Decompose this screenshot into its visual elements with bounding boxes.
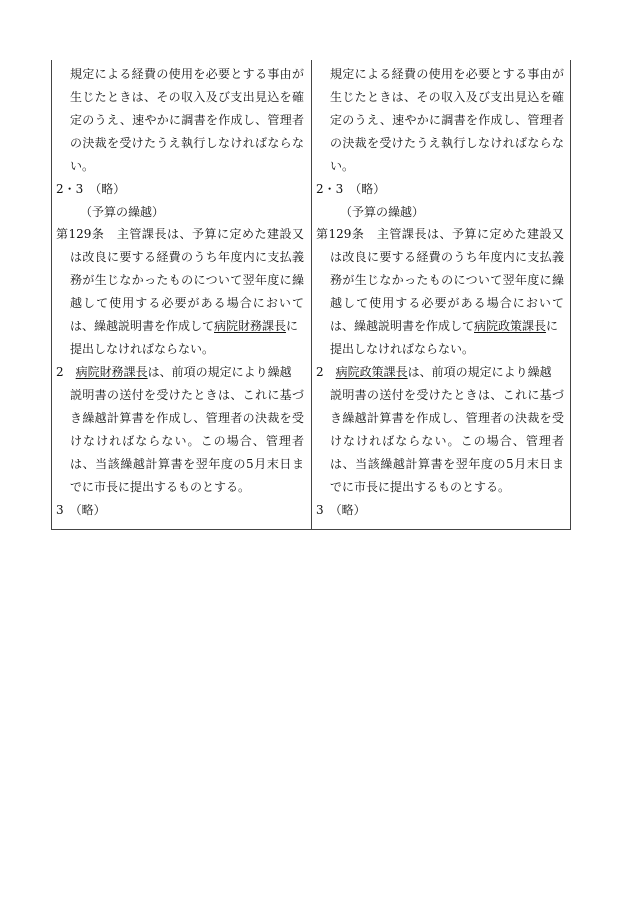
left-article-129-line-4: 越して使用する必要がある場合において <box>70 296 304 310</box>
left-p1-line-5: い。 <box>70 159 95 173</box>
right-article-129-line-5 <box>330 318 564 334</box>
left-article-129-line-2: は改良に要する経費のうち年度内に支払義 <box>70 250 304 264</box>
left-article-129-line-6: 提出しなければならない。 <box>70 342 215 356</box>
right-para-2-line-2: 説明書の送付を受けたときは、これに基づ <box>330 388 564 402</box>
left-para-2-underlined-dept: 病院財務課長 <box>75 365 148 379</box>
left-underlined-dept: 病院財務課長 <box>214 319 287 333</box>
right-para-2-number: 2 <box>316 365 336 379</box>
right-article-129-line-3: 務が生じなかったものについて翌年度に繰 <box>330 273 564 287</box>
left-line5-suffix: に <box>286 319 299 333</box>
right-p1-line-5: い。 <box>330 159 355 173</box>
left-para-2-line-6: でに市長に提出するものとする。 <box>70 480 251 494</box>
right-section-heading: （予算の繰越） <box>340 205 425 219</box>
right-para-2-first-line <box>316 364 552 380</box>
left-article-129-first-line: 第129条 主管課長は、予算に定めた建設又 <box>56 227 304 241</box>
left-para-2-line-3: き繰越計算書を作成し、管理者の決裁を受 <box>70 411 304 425</box>
right-para-2-line-4: けなければならない。この場合、管理者 <box>330 434 564 448</box>
right-line5-text: は、繰越説明書を作成して <box>330 319 475 333</box>
right-p1-line-3: 定のうえ、速やかに調書を作成し、管理者 <box>330 113 564 127</box>
right-para-2-line-3: き繰越計算書を作成し、管理者の決裁を受 <box>330 411 564 425</box>
right-article-129-first-line: 第129条 主管課長は、予算に定めた建設又 <box>316 227 564 241</box>
right-para-2-line-6: でに市長に提出するものとする。 <box>330 480 511 494</box>
left-para-2-first-line <box>56 364 292 380</box>
right-line5-suffix: に <box>546 319 559 333</box>
right-item-3: 3 （略） <box>316 503 366 517</box>
left-para-2-line-5: は、当該繰越計算書を翌年度の5月末日ま <box>70 457 304 471</box>
left-column <box>52 60 311 529</box>
right-p1-line-2: 生じたときは、その収入及び支出見込を確 <box>330 90 564 104</box>
right-column <box>312 60 571 529</box>
left-para-2-line-2: 説明書の送付を受けたときは、これに基づ <box>70 388 304 402</box>
left-p1-line-3: 定のうえ、速やかに調書を作成し、管理者 <box>70 113 304 127</box>
left-para-2-number: 2 <box>56 365 76 379</box>
left-para-2-text: は、前項の規定により繰越 <box>147 365 292 379</box>
left-article-129-line-3: 務が生じなかったものについて翌年度に繰 <box>70 273 304 287</box>
right-article-129-line-2: は改良に要する経費のうち年度内に支払義 <box>330 250 564 264</box>
left-article-129-line-5 <box>70 318 304 334</box>
left-p1-line-1: 規定による経費の使用を必要とする事由が <box>70 67 304 81</box>
right-para-2-line-5: は、当該繰越計算書を翌年度の5月末日ま <box>330 457 564 471</box>
right-article-129-line-4: 越して使用する必要がある場合において <box>330 296 564 310</box>
right-para-2-underlined-dept: 病院政策課長 <box>335 365 408 379</box>
left-item-2-3: 2・3 （略） <box>56 182 126 196</box>
left-para-2-line-4: けなければならない。この場合、管理者 <box>70 434 304 448</box>
right-p1-line-4: の決裁を受けたうえ執行しなければならな <box>330 136 564 150</box>
left-section-heading: （予算の繰越） <box>80 205 165 219</box>
comparison-table <box>51 60 571 530</box>
right-item-2-3: 2・3 （略） <box>316 182 386 196</box>
left-item-3: 3 （略） <box>56 503 106 517</box>
left-p1-line-2: 生じたときは、その収入及び支出見込を確 <box>70 90 304 104</box>
left-p1-line-4: の決裁を受けたうえ執行しなければならな <box>70 136 304 150</box>
right-article-129-line-6: 提出しなければならない。 <box>330 342 475 356</box>
right-para-2-text: は、前項の規定により繰越 <box>407 365 552 379</box>
right-p1-line-1: 規定による経費の使用を必要とする事由が <box>330 67 564 81</box>
right-underlined-dept: 病院政策課長 <box>474 319 547 333</box>
left-line5-text: は、繰越説明書を作成して <box>70 319 215 333</box>
